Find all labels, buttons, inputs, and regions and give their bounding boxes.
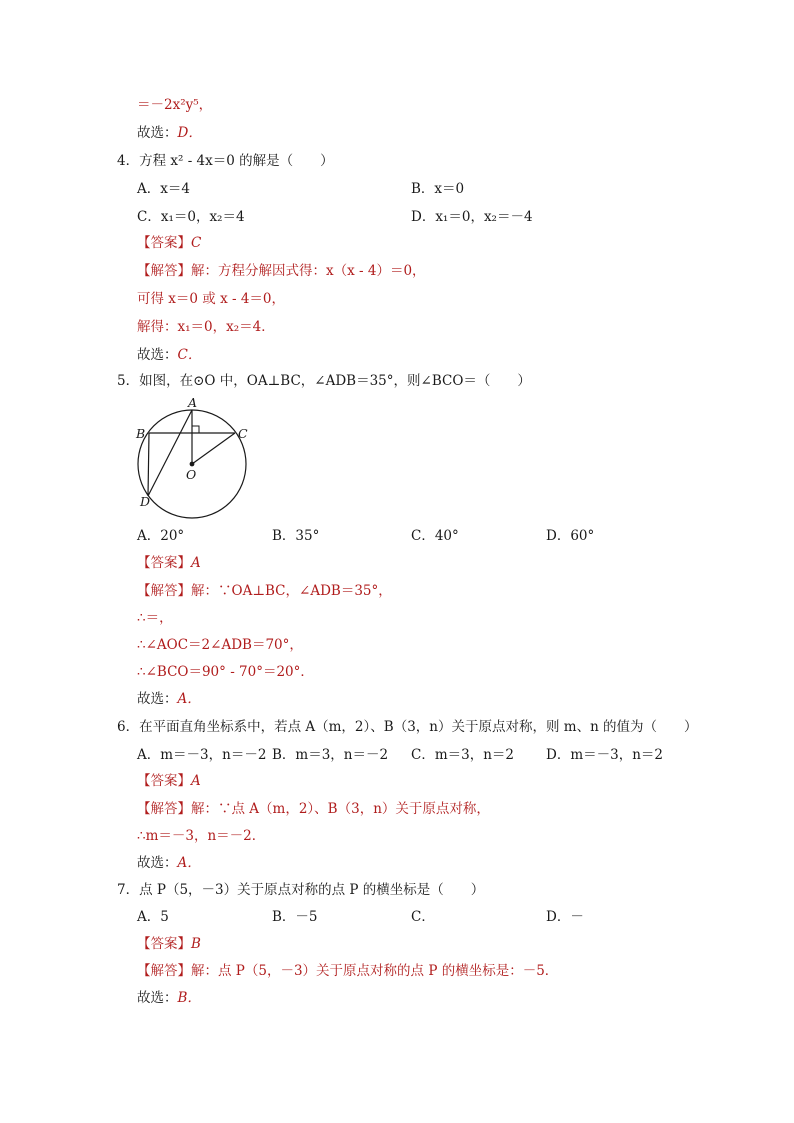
label-o: O: [186, 467, 197, 482]
right-angle-mark: [192, 426, 199, 433]
q7-option-a: A．5: [137, 909, 169, 925]
answer-value: C: [191, 235, 202, 251]
q6-option-c: C．m＝3，n＝2: [411, 747, 515, 763]
answer-label: 【答案】: [137, 235, 191, 251]
q6-option-b: B．m＝3，n＝－2: [272, 747, 389, 763]
q5-solution-line: ∴∠BCO＝90° - 70°＝20°．: [137, 664, 314, 680]
q5-choose: 故选：A．: [137, 691, 201, 707]
segment-ad: [148, 410, 192, 496]
q7-option-d: D．－: [546, 909, 584, 925]
q4-stem: 4．方程 x² - 4x＝0 的解是（ ）: [117, 153, 334, 169]
segment-co: [192, 433, 235, 464]
q5-solution-line: ∴＝，: [137, 610, 173, 626]
solution-label: 【解答】解：: [137, 263, 218, 279]
q5-circle-figure: [130, 395, 260, 520]
q4-solution-line: 解得：x₁＝0，x₂＝4．: [137, 319, 275, 335]
q6-solution: 【解答】解：∵点 A（m，2）、B（3，n）关于原点对称，: [137, 801, 490, 817]
q4-answer: [137, 234, 201, 252]
q6-stem: 6．在平面直角坐标系中，若点 A（m，2）、B（3，n）关于原点对称，则 m、n 的值为（ ）: [117, 719, 698, 735]
segment-bd: [148, 433, 149, 496]
q3-choose-answer: D．: [177, 125, 202, 141]
q5-answer: 【答案】A: [137, 555, 201, 571]
q7-stem: 7．点 P（5，－3）关于原点对称的点 P 的横坐标是（ ）: [117, 882, 485, 898]
q4-solution-line: 可得 x＝0 或 x - 4＝0，: [137, 291, 286, 307]
q6-option-a: A．m＝－3，n＝－2: [137, 747, 267, 763]
q7-choose: 故选：B．: [137, 990, 201, 1006]
q5-option-d: D．60°: [546, 528, 595, 544]
label-b: B: [136, 426, 146, 441]
q7-answer: 【答案】B: [137, 936, 201, 952]
label-d: D: [140, 494, 151, 509]
q4-option-a: A．x＝4: [137, 181, 190, 197]
q7-option-c: C．: [411, 909, 435, 925]
q5-option-a: A．20°: [137, 528, 185, 544]
q4-option-b: B．x＝0: [411, 181, 465, 197]
q4-option-c: C．x₁＝0，x₂＝4: [137, 209, 245, 225]
label-a: A: [188, 395, 198, 410]
center-point-o: [190, 462, 195, 467]
q5-option-c: C．40°: [411, 528, 459, 544]
q5-solution: 【解答】解：∵OA⊥BC，∠ADB＝35°，: [137, 583, 392, 599]
q6-choose: 故选：A．: [137, 855, 201, 871]
q5-solution-line: ∴∠AOC＝2∠ADB＝70°，: [137, 637, 303, 653]
q4-option-d: D．x₁＝0，x₂＝－4: [411, 209, 533, 225]
q7-option-b: B．－5: [272, 909, 318, 925]
q3-solution-line: ＝－2x²y⁵，: [137, 97, 213, 113]
label-c: C: [238, 426, 248, 441]
q3-choose: 故选：D．: [137, 125, 202, 141]
q6-answer: 【答案】A: [137, 773, 201, 789]
q6-solution-line: ∴m＝－3，n＝－2．: [137, 828, 266, 844]
q7-solution: 【解答】解：点 P（5，－3）关于原点对称的点 P 的横坐标是：－5．: [137, 963, 559, 979]
q5-option-b: B．35°: [272, 528, 320, 544]
q4-solution: 【解答】解：方程分解因式得：x（x - 4）＝0，: [137, 263, 426, 279]
q4-choose: 故选：C．: [137, 347, 202, 363]
q5-stem: 5．如图，在⊙O 中，OA⊥BC，∠ADB＝35°，则∠BCO＝（ ）: [117, 373, 531, 389]
q6-option-d: D．m＝－3，n＝2: [546, 747, 663, 763]
